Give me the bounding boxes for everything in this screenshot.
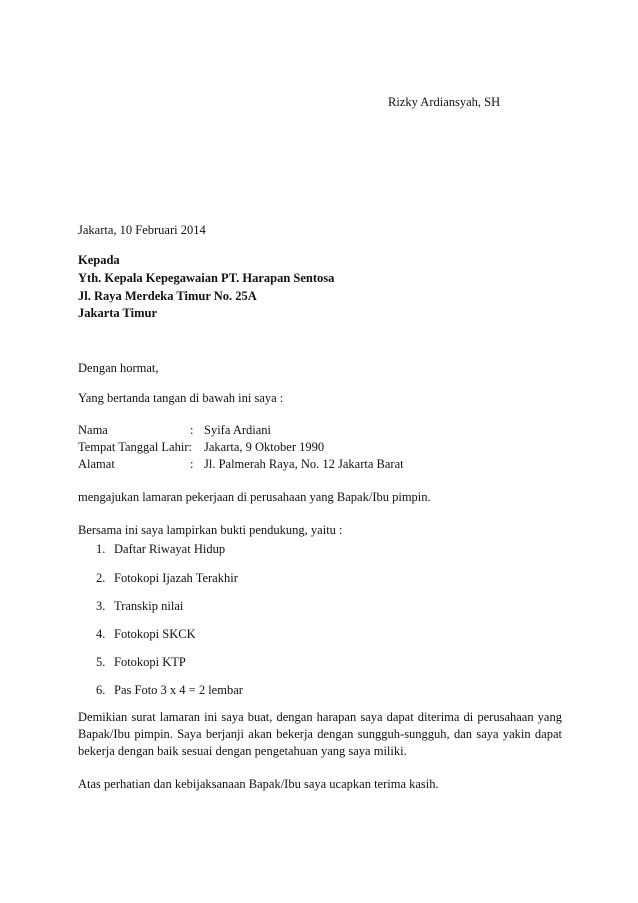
list-item [96,598,183,614]
sender-name: Rizky Ardiansyah, SH [388,95,501,109]
list-item [96,541,225,557]
field-row-address [78,456,404,472]
field-row-name [78,422,271,438]
field-value: Syifa Ardiani [204,423,272,437]
list-item [96,682,243,698]
intro-text: Yang bertanda tangan di bawah ini saya : [78,391,284,405]
field-row-birth [78,439,324,455]
closing-paragraph: Demikian surat lamaran ini saya buat, dengan harapan saya dapat diterima di perusahaan yang Bapak/Ibu pimpin. Saya berjanji akan bekerja dengan sungguh-sungguh, dan saya yakin dapat bekerja dengan baik sesuai dengan pengetahuan yang saya miliki. [78,710,562,758]
field-label: Nama [78,423,108,437]
list-text: Transkip nilai [114,599,184,613]
list-item [96,654,186,670]
list-text: Daftar Riwayat Hidup [114,542,226,556]
field-colon: : [190,457,194,471]
list-number: 2. [96,571,106,585]
recipient-line-4: Jakarta Timur [78,306,158,320]
field-colon: : [190,423,194,437]
list-number: 4. [96,627,106,641]
recipient-line-3: Jl. Raya Merdeka Timur No. 25A [78,289,257,303]
field-label: Tempat Tanggal Lahir: [78,440,192,454]
list-text: Fotokopi KTP [114,655,186,669]
list-item [96,626,196,642]
list-number: 5. [96,655,106,669]
list-text: Pas Foto 3 x 4 = 2 lembar [114,683,243,697]
list-text: Fotokopi SKCK [114,627,196,641]
field-value: Jl. Palmerah Raya, No. 12 Jakarta Barat [204,457,404,471]
field-value: Jakarta, 9 Oktober 1990 [204,440,325,454]
purpose-text: mengajukan lamaran pekerjaan di perusahaan yang Bapak/Ibu pimpin. [78,490,431,504]
list-number: 1. [96,542,106,556]
recipient-line-1: Kepada [78,253,120,267]
list-text: Fotokopi Ijazah Terakhir [114,571,238,585]
thanks-text: Atas perhatian dan kebijaksanaan Bapak/Ibu saya ucapkan terima kasih. [78,777,439,791]
list-number: 6. [96,683,106,697]
list-item [96,570,238,586]
attachments-intro: Bersama ini saya lampirkan bukti pendukung, yaitu : [78,523,343,537]
salutation: Dengan hormat, [78,361,159,375]
recipient-line-2: Yth. Kepala Kepegawaian PT. Harapan Sentosa [78,271,335,285]
list-number: 3. [96,599,106,613]
place-date: Jakarta, 10 Februari 2014 [78,223,206,237]
field-label: Alamat [78,457,115,471]
